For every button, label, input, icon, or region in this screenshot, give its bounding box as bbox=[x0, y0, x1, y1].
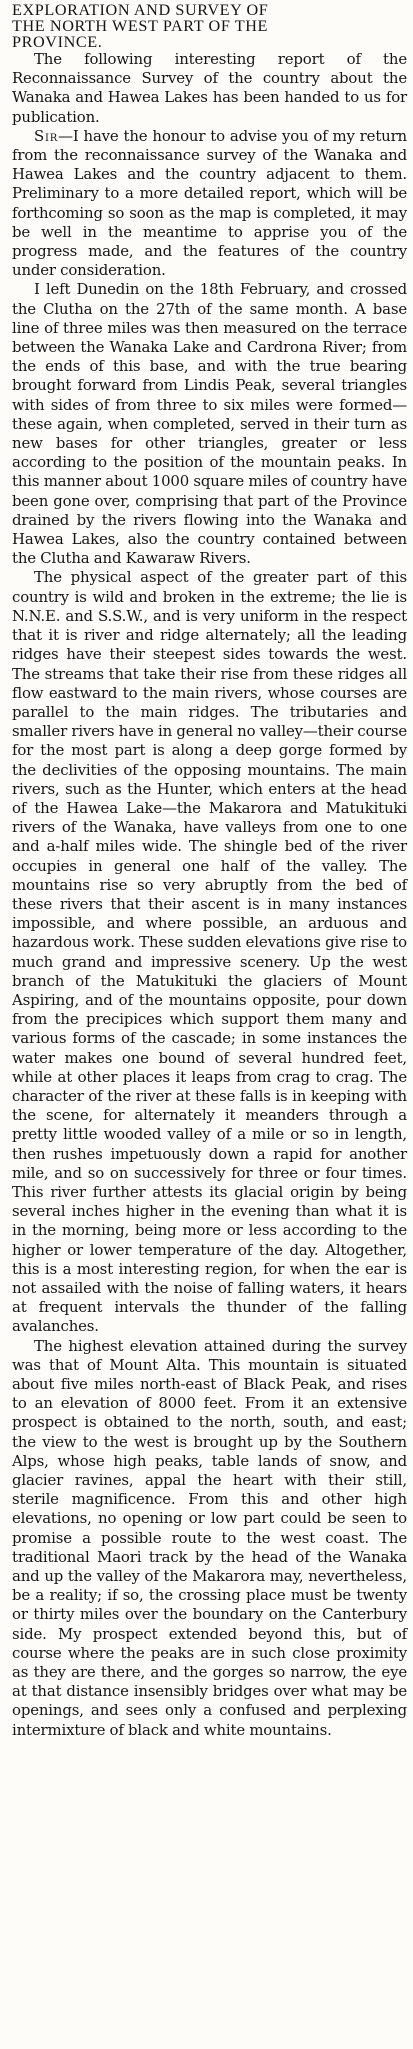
article-intro-paragraph: The following interesting report of the Reconnaissance Survey of the country about the Wanaka and Hawea Lakes has been handed to us for publication. bbox=[12, 50, 407, 126]
survey-progress-paragraph: I left Dunedin on the 18th February, and crossed the Clutha on the 27th of the same month. A base line of three miles was then measured on the terrace between the Wanaka Lake and Cardrona River; from the ends of this base, and with the true bearing brought forward from Lindis Peak, several triangles with sides of from three to six miles were formed—these again, when completed, served in their turn as new bases for other triangles, greater or less according to the position of the mountain peaks. In this manner about 1000 square miles of country have been gone over, comprising that part of the Province drained by the rivers flowing into the Wanaka and Hawea Lakes, also the country contained between the Clutha and Kawaraw Rivers. bbox=[12, 280, 407, 568]
mount-alta-paragraph: The highest elevation attained during the survey was that of Mount Alta. This mountain is situated about five miles north-east of Black Peak, and rises to an elevation of 8000 feet. From it an extensive prospect is obtained to the north, south, and east; the view to the west is brought up by the Southern Alps, whose high peaks, table lands of snow, and glacier ravines, appal the heart with their still, sterile magnificence. From this and other high elevations, no opening or low part could be seen to promise a possible route to the west coast. The traditional Maori track by the head of the Wanaka and up the valley of the Makarora may, nevertheless, be a reality; if so, the crossing place must be twenty or thirty miles over the boundary on the Canterbury side. My prospect extended beyond this, but of course where the peaks are in such close proximity as they are there, and the gorges so narrow, the eye at that distance insensibly bridges over what may be openings, and sees only a confused and perplexing intermixture of black and white mountains. bbox=[12, 1336, 407, 1739]
headline-line-3: PROVINCE. bbox=[12, 33, 103, 51]
salutation: Sir bbox=[34, 126, 59, 145]
physical-aspect-paragraph: The physical aspect of the greater part of this country is wild and broken in the extreme; the lie is N.N.E. and S.S.W., and is very uniform in the respect that it is river and ridge alternately; all the leading ridges have their steepest sides towards the west. The streams that take their rise from these ridges all flow eastward to the main rivers, whose courses are parallel to the main ridges. The tributaries and smaller rivers have in general no valley—their course for the most part is along a deep gorge formed by the declivities of the opposing mountains. The main rivers, such as the Hunter, which enters at the head of the Hawea Lake—the Makarora and Matukituki rivers of the Wanaka, have valleys from one to one and a-half miles wide. The shingle bed of the river occupies in general one half of the valley. The mountains rise so very abruptly from the bed of these rivers that their ascent is in many instances impossible, and where possible, an arduous and hazardous work. These sudden elevations give rise to much grand and impressive scenery. Up the west branch of the Matukituki the glaciers of Mount Aspiring, and of the mountains opposite, pour down from the precipices which support them many and various forms of the cascade; in some instances the water makes one bound of several hundred feet, while at other places it leaps from crag to crag. The character of the river at these falls is in keeping with the scene, for alternately it meanders through a pretty little wooded valley of a mile or so in length, then rushes impetuously down a rapid for another mile, and so on successively for three or four times. This river further attests its glacial origin by being several inches higher in the evening than what it is in the morning, being more or less according to the higher or lower temperature of the day. Altogether, this is a most interesting region, for when the ear is not assailed with the noise of falling waters, it hears at frequent intervals the thunder of the falling avalanches. bbox=[12, 568, 407, 1336]
headline-line-1: EXPLORATION AND SURVEY OF bbox=[12, 1, 269, 19]
article-headline bbox=[12, 2, 407, 50]
letter-opening-paragraph bbox=[12, 127, 407, 281]
letter-opening-text: —I have the honour to advise you of my return from the reconnaissance survey of the Wanaka and Hawea Lakes and the country adjacent to them. Preliminary to a more detailed report, which will be forthcoming so soon as the map is completed, it may be well in the meantime to apprise you of the progress made, and the features of the country under consideration. bbox=[12, 126, 407, 280]
headline-line-2: THE NORTH WEST PART OF THE bbox=[12, 17, 269, 35]
